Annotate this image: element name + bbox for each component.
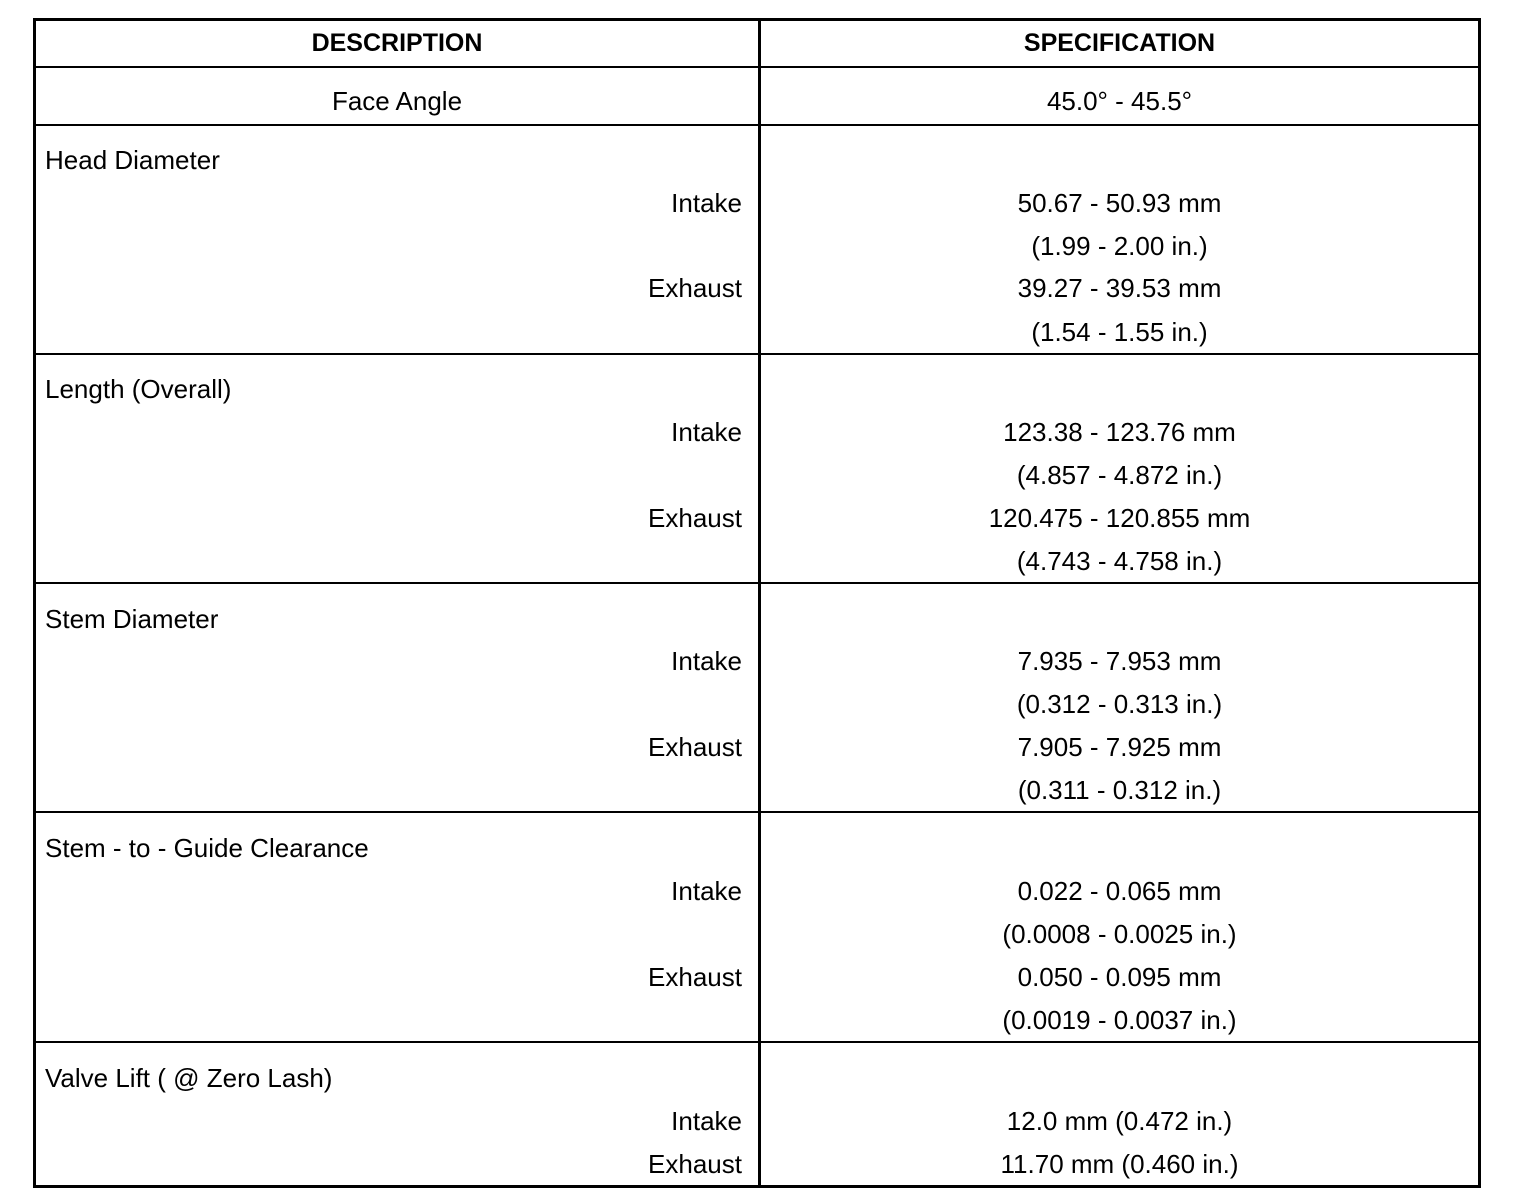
row-divider (36, 66, 1478, 68)
row-divider (36, 811, 1478, 813)
exhaust-mm-value: 120.475 - 120.855 mm (988, 503, 1251, 533)
exhaust-inch-value: (0.311 - 0.312 in.) (1017, 775, 1222, 805)
row-divider (36, 353, 1478, 355)
intake-label: Intake (671, 417, 742, 447)
face-angle-label: Face Angle (331, 86, 463, 116)
valve-spec-table (33, 18, 1481, 1188)
exhaust-mm-value: 0.050 - 0.095 mm (1017, 962, 1222, 992)
intake-mm-value: 7.935 - 7.953 mm (1017, 646, 1222, 676)
exhaust-mm-value: 7.905 - 7.925 mm (1017, 732, 1222, 762)
intake-inch-value: (0.0008 - 0.0025 in.) (1002, 919, 1237, 949)
exhaust-label: Exhaust (648, 273, 742, 303)
group-title-head-diameter: Head Diameter (45, 145, 220, 175)
intake-mm-value: 123.38 - 123.76 mm (1003, 417, 1236, 447)
face-angle-value: 45.0° - 45.5° (1046, 86, 1193, 116)
intake-inch-value: (0.312 - 0.313 in.) (1016, 689, 1223, 719)
exhaust-mm-value: 39.27 - 39.53 mm (1017, 273, 1222, 303)
row-divider (36, 124, 1478, 126)
intake-label: Intake (671, 646, 742, 676)
exhaust-inch-value: (0.0019 - 0.0037 in.) (1002, 1005, 1237, 1035)
exhaust-label: Exhaust (648, 732, 742, 762)
intake-mm-value: 0.022 - 0.065 mm (1017, 876, 1222, 906)
intake-label: Intake (671, 1106, 742, 1136)
exhaust-label: Exhaust (648, 962, 742, 992)
intake-inch-value: (4.857 - 4.872 in.) (1016, 460, 1223, 490)
exhaust-inch-value: (1.54 - 1.55 in.) (1031, 317, 1208, 347)
row-divider (36, 1041, 1478, 1043)
intake-inch-value: (1.99 - 2.00 in.) (1031, 231, 1208, 261)
intake-mm-value: 50.67 - 50.93 mm (1017, 188, 1222, 218)
group-title-stem-to-guide-clearance: Stem - to - Guide Clearance (45, 833, 369, 863)
exhaust-label: Exhaust (648, 503, 742, 533)
column-header-description: DESCRIPTION (311, 29, 483, 57)
intake-label: Intake (671, 188, 742, 218)
row-divider (36, 582, 1478, 584)
exhaust-inch-value: (4.743 - 4.758 in.) (1016, 546, 1223, 576)
intake-label: Intake (671, 876, 742, 906)
group-title-valve-lift: Valve Lift ( @ Zero Lash) (45, 1063, 333, 1093)
valve-lift-intake-value: 12.0 mm (0.472 in.) (1006, 1106, 1233, 1136)
group-title-length-overall: Length (Overall) (45, 374, 232, 404)
valve-lift-exhaust-value: 11.70 mm (0.460 in.) (1000, 1149, 1239, 1179)
group-title-stem-diameter: Stem Diameter (45, 604, 219, 634)
exhaust-label: Exhaust (648, 1149, 742, 1179)
column-header-specification: SPECIFICATION (1023, 29, 1216, 57)
